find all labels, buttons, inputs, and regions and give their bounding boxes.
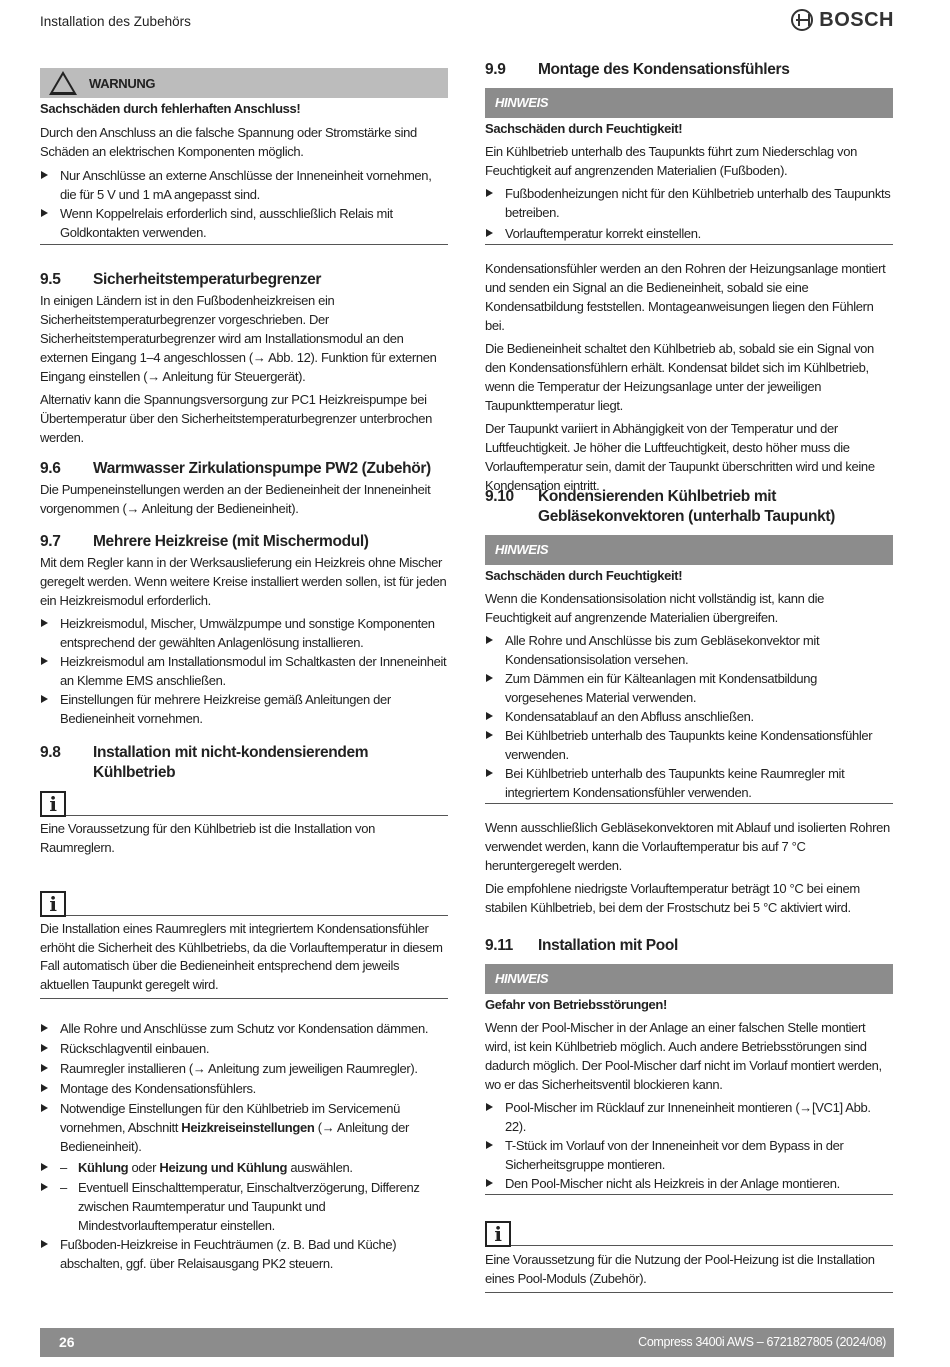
paragraph: Alternativ kann die Spannungsversorgung zur PC1 Heizkreispumpe bei Übertemperatur über den Sicherheitstemperaturbegrenzer unterbrochen werden. bbox=[40, 392, 433, 445]
section-9-9 bbox=[485, 60, 893, 495]
section-9-6 bbox=[40, 459, 448, 518]
section-9-8 bbox=[40, 743, 448, 1273]
hint-title: Sachschäden durch Feuchtigkeit! bbox=[485, 568, 683, 583]
list-item: Heizkreismodul, Mischer, Umwälzpumpe und sonstige Komponenten entsprechend der gewählten Anlagenlösung installieren. bbox=[40, 614, 448, 652]
brand-name: BOSCH bbox=[819, 8, 894, 31]
paragraph: Die Bedieneinheit schaltet den Kühlbetrieb ab, sobald sie ein Signal von den Kondensationsfühlern erhält. Kondensat bildet sich im Kühlbetrieb, wenn die Temperatur der Heizungsanlage unter der jeweiligen Taupunkttemperatur liegt. bbox=[485, 341, 874, 413]
page-number: 26 bbox=[59, 1334, 75, 1350]
info-box bbox=[40, 787, 448, 817]
section-heading: 9.6 Warmwasser Zirkulationspumpe PW2 (Zubehör) bbox=[40, 460, 431, 477]
list-item: Alle Rohre und Anschlüsse bis zum Gebläsekonvektor mit Kondensationsisolation versehen. bbox=[485, 631, 893, 669]
warning-item: Nur Anschlüsse an externe Anschlüsse der Inneneinheit vornehmen, die für 5 V und 1 mA angepasst sind. bbox=[40, 166, 448, 204]
info-box bbox=[485, 1217, 893, 1247]
hint-text: Wenn der Pool-Mischer in der Anlage an einer falschen Stelle montiert wird, ist kein Kühlbetrieb möglich. Auch andere Betriebsstörungen sind dadurch möglich. Der Pool-Mischer darf nicht im Vorlauf montiert werden, wo er das Sicherheitsventil blockieren kann. bbox=[485, 1020, 882, 1092]
list-item: Bei Kühlbetrieb unterhalb des Taupunkts keine Kondensationsfühler verwenden. bbox=[485, 726, 893, 764]
paragraph: Der Taupunkt variiert in Abhängigkeit von der Temperatur und der Luftfeuchtigkeit. Je höher die Luftfeuchtigkeit, desto höher muss die Vorlauftemperatur sein, damit der Taupunkt überschritten wird und keine Kondensation eintritt. bbox=[485, 421, 875, 493]
section-9-11 bbox=[485, 936, 893, 1293]
hint-text: Ein Kühlbetrieb unterhalb des Taupunkts führt zum Niederschlag von Feuchtigkeit auf angrenzenden Materialien (Fußboden). bbox=[485, 144, 857, 178]
list-item: Pool-Mischer im Rücklauf zur Inneneinheit montieren (→[VC1] Abb. 22). bbox=[485, 1098, 893, 1136]
list-item: T-Stück im Vorlauf von der Inneneinheit vor dem Bypass in der Sicherheitsgruppe montieren. bbox=[485, 1136, 893, 1174]
list-item: Den Pool-Mischer nicht als Heizkreis in der Anlage montieren. bbox=[485, 1174, 893, 1193]
brand-logo bbox=[791, 9, 894, 31]
warning-text: Durch den Anschluss an die falsche Spannung oder Stromstärke sind Schäden an elektrischen Komponenten möglich. bbox=[40, 125, 417, 159]
list-item: Alle Rohre und Anschlüsse zum Schutz vor Kondensation dämmen. bbox=[40, 1019, 448, 1039]
info-icon: i bbox=[485, 1221, 511, 1247]
section-heading: 9.9 Montage des Kondensationsfühlers bbox=[485, 61, 790, 78]
section-9-7 bbox=[40, 532, 448, 728]
info-icon: i bbox=[40, 891, 66, 917]
paragraph: Wenn ausschließlich Gebläsekonvektoren mit Ablauf und isolierten Rohren verwendet werden, kann die Vorlauftemperatur bis auf 7 °C heruntergeregelt werden. bbox=[485, 820, 890, 873]
dash-item: – Kühlung oder Heizung und Kühlung auswählen. bbox=[40, 1158, 448, 1177]
warning-rule bbox=[40, 244, 448, 245]
document-id: Compress 3400i AWS – 6721827805 (2024/08) bbox=[638, 1335, 886, 1349]
info-icon: i bbox=[40, 791, 66, 817]
list-item: Fußbodenheizungen nicht für den Kühlbetrieb unterhalb des Taupunkts betreiben. bbox=[485, 184, 893, 222]
list-item: Montage des Kondensationsfühlers. bbox=[40, 1079, 448, 1099]
list-item: Kondensatablauf an den Abfluss anschließen. bbox=[485, 707, 893, 726]
paragraph: In einigen Ländern ist in den Fußbodenheizkreisen ein Sicherheitstemperaturbegrenzer vorgeschrieben. Der Sicherheitstemperaturbegrenzer wird am Installationsmodul an den externen Eingang 1–4 angeschlossen (→ Abb. 12). Funktion für externen Eingang einstellen (→ Anleitung für Steuergerät). bbox=[40, 293, 437, 384]
info-text: Eine Voraussetzung für die Nutzung der Pool-Heizung ist die Installation eines Pool-Moduls (Zubehör). bbox=[485, 1252, 875, 1286]
warning-box bbox=[40, 68, 448, 245]
warning-label: WARNUNG bbox=[89, 75, 156, 91]
hint-title: Sachschäden durch Feuchtigkeit! bbox=[485, 121, 683, 136]
paragraph: Die empfohlene niedrigste Vorlauftemperatur beträgt 10 °C bei einem stabilen Kühlbetrieb, bei dem der Frostschutz bei 5 °C aktiviert wird. bbox=[485, 881, 860, 915]
list-item: Zum Dämmen ein für Kälteanlagen mit Kondensatbildung vorgesehenes Material verwenden. bbox=[485, 669, 893, 707]
list-item: Einstellungen für mehrere Heizkreise gemäß Anleitungen der Bedieneinheit vornehmen. bbox=[40, 690, 448, 728]
bosch-armature-icon bbox=[791, 9, 813, 31]
paragraph: Mit dem Regler kann in der Werksauslieferung ein Heizkreis ohne Mischer geregelt werden. Wenn weitere Kreise installiert werden sollen, ist für jeden ein Heizkreismodul erforderlich. bbox=[40, 555, 447, 608]
warning-item: Wenn Koppelrelais erforderlich sind, ausschließlich Relais mit Goldkontakten verwenden. bbox=[40, 204, 448, 242]
header-section-title: Installation des Zubehörs bbox=[40, 14, 191, 29]
hint-bar: HINWEIS bbox=[485, 88, 893, 118]
list-item: Notwendige Einstellungen für den Kühlbetrieb im Servicemenü vornehmen, Abschnitt Heizkreiseinstellungen (→ Anleitung der Bedieneinheit). – Kühlung oder Heizung und Kühlung auswählen. – Eventuell Einschalttemperatur, Einschaltverzögerung, Differenz zwischen Raumtemperatur und Taupunkt und Mindestvorlauftemperatur einstellen. bbox=[40, 1099, 448, 1235]
section-heading: 9.11 Installation mit Pool bbox=[485, 937, 678, 954]
hint-bar: HINWEIS bbox=[485, 535, 893, 565]
info-box bbox=[40, 887, 448, 917]
section-heading: 9.8 Installation mit nicht-kondensierendem Kühlbetrieb bbox=[40, 744, 369, 781]
warning-title: Sachschäden durch fehlerhaften Anschluss! bbox=[40, 101, 301, 116]
warning-triangle-icon: ! bbox=[49, 71, 77, 95]
list-item: Rückschlagventil einbauen. bbox=[40, 1039, 448, 1059]
section-heading: 9.5 Sicherheitstemperaturbegrenzer bbox=[40, 271, 322, 288]
section-9-5 bbox=[40, 270, 448, 447]
paragraph: Die Pumpeneinstellungen werden an der Bedieneinheit der Inneneinheit vorgenommen (→ Anleitung der Bedieneinheit). bbox=[40, 482, 431, 516]
list-item: Bei Kühlbetrieb unterhalb des Taupunkts keine Raumregler mit integriertem Kondensationsfühler verwenden. bbox=[485, 764, 893, 802]
dash-item: – Eventuell Einschalttemperatur, Einschaltverzögerung, Differenz zwischen Raumtemperatur und Taupunkt und Mindestvorlauftemperatur einstellen. bbox=[40, 1178, 448, 1235]
hint-text: Wenn die Kondensationsisolation nicht vollständig ist, kann die Feuchtigkeit auf angrenzende Materialien übergreifen. bbox=[485, 591, 825, 625]
page-footer bbox=[40, 1328, 894, 1357]
list-item: Raumregler installieren (→ Anleitung zum jeweiligen Raumregler). bbox=[40, 1059, 448, 1079]
hint-title: Gefahr von Betriebsstörungen! bbox=[485, 997, 667, 1012]
warning-bar bbox=[40, 68, 448, 98]
paragraph: Kondensationsfühler werden an den Rohren der Heizungsanlage montiert und senden ein Signal an die Bedieneinheit, sobald sie eine Kondensatbildung feststellen. Montageanweisungen liegen den Fühlern bei. bbox=[485, 261, 886, 333]
section-heading: 9.7 Mehrere Heizkreise (mit Mischermodul) bbox=[40, 533, 369, 550]
list-item: Fußboden-Heizkreise in Feuchträumen (z. B. Bad und Küche) abschalten, ggf. über Relaisausgang PK2 steuern. bbox=[40, 1235, 448, 1273]
section-heading: 9.10 Kondensierenden Kühlbetrieb mit Gebläsekonvektoren (unterhalb Taupunkt) bbox=[485, 488, 835, 525]
list-item: Heizkreismodul am Installationsmodul im Schaltkasten der Inneneinheit an Klemme EMS anschließen. bbox=[40, 652, 448, 690]
info-text: Eine Voraussetzung für den Kühlbetrieb ist die Installation von Raumreglern. bbox=[40, 821, 375, 855]
hint-bar: HINWEIS bbox=[485, 964, 893, 994]
list-item: Vorlauftemperatur korrekt einstellen. bbox=[485, 224, 893, 243]
info-text: Die Installation eines Raumreglers mit integriertem Kondensationsfühler erhöht die Sicherheit des Kühlbetriebs, da die Vorlauftemperatur in diesem Fall automatisch über die Bedieneinheit entsprechend dem jeweils aktuellen Taupunkt geregelt wird. bbox=[40, 921, 443, 992]
section-9-10 bbox=[485, 487, 893, 917]
